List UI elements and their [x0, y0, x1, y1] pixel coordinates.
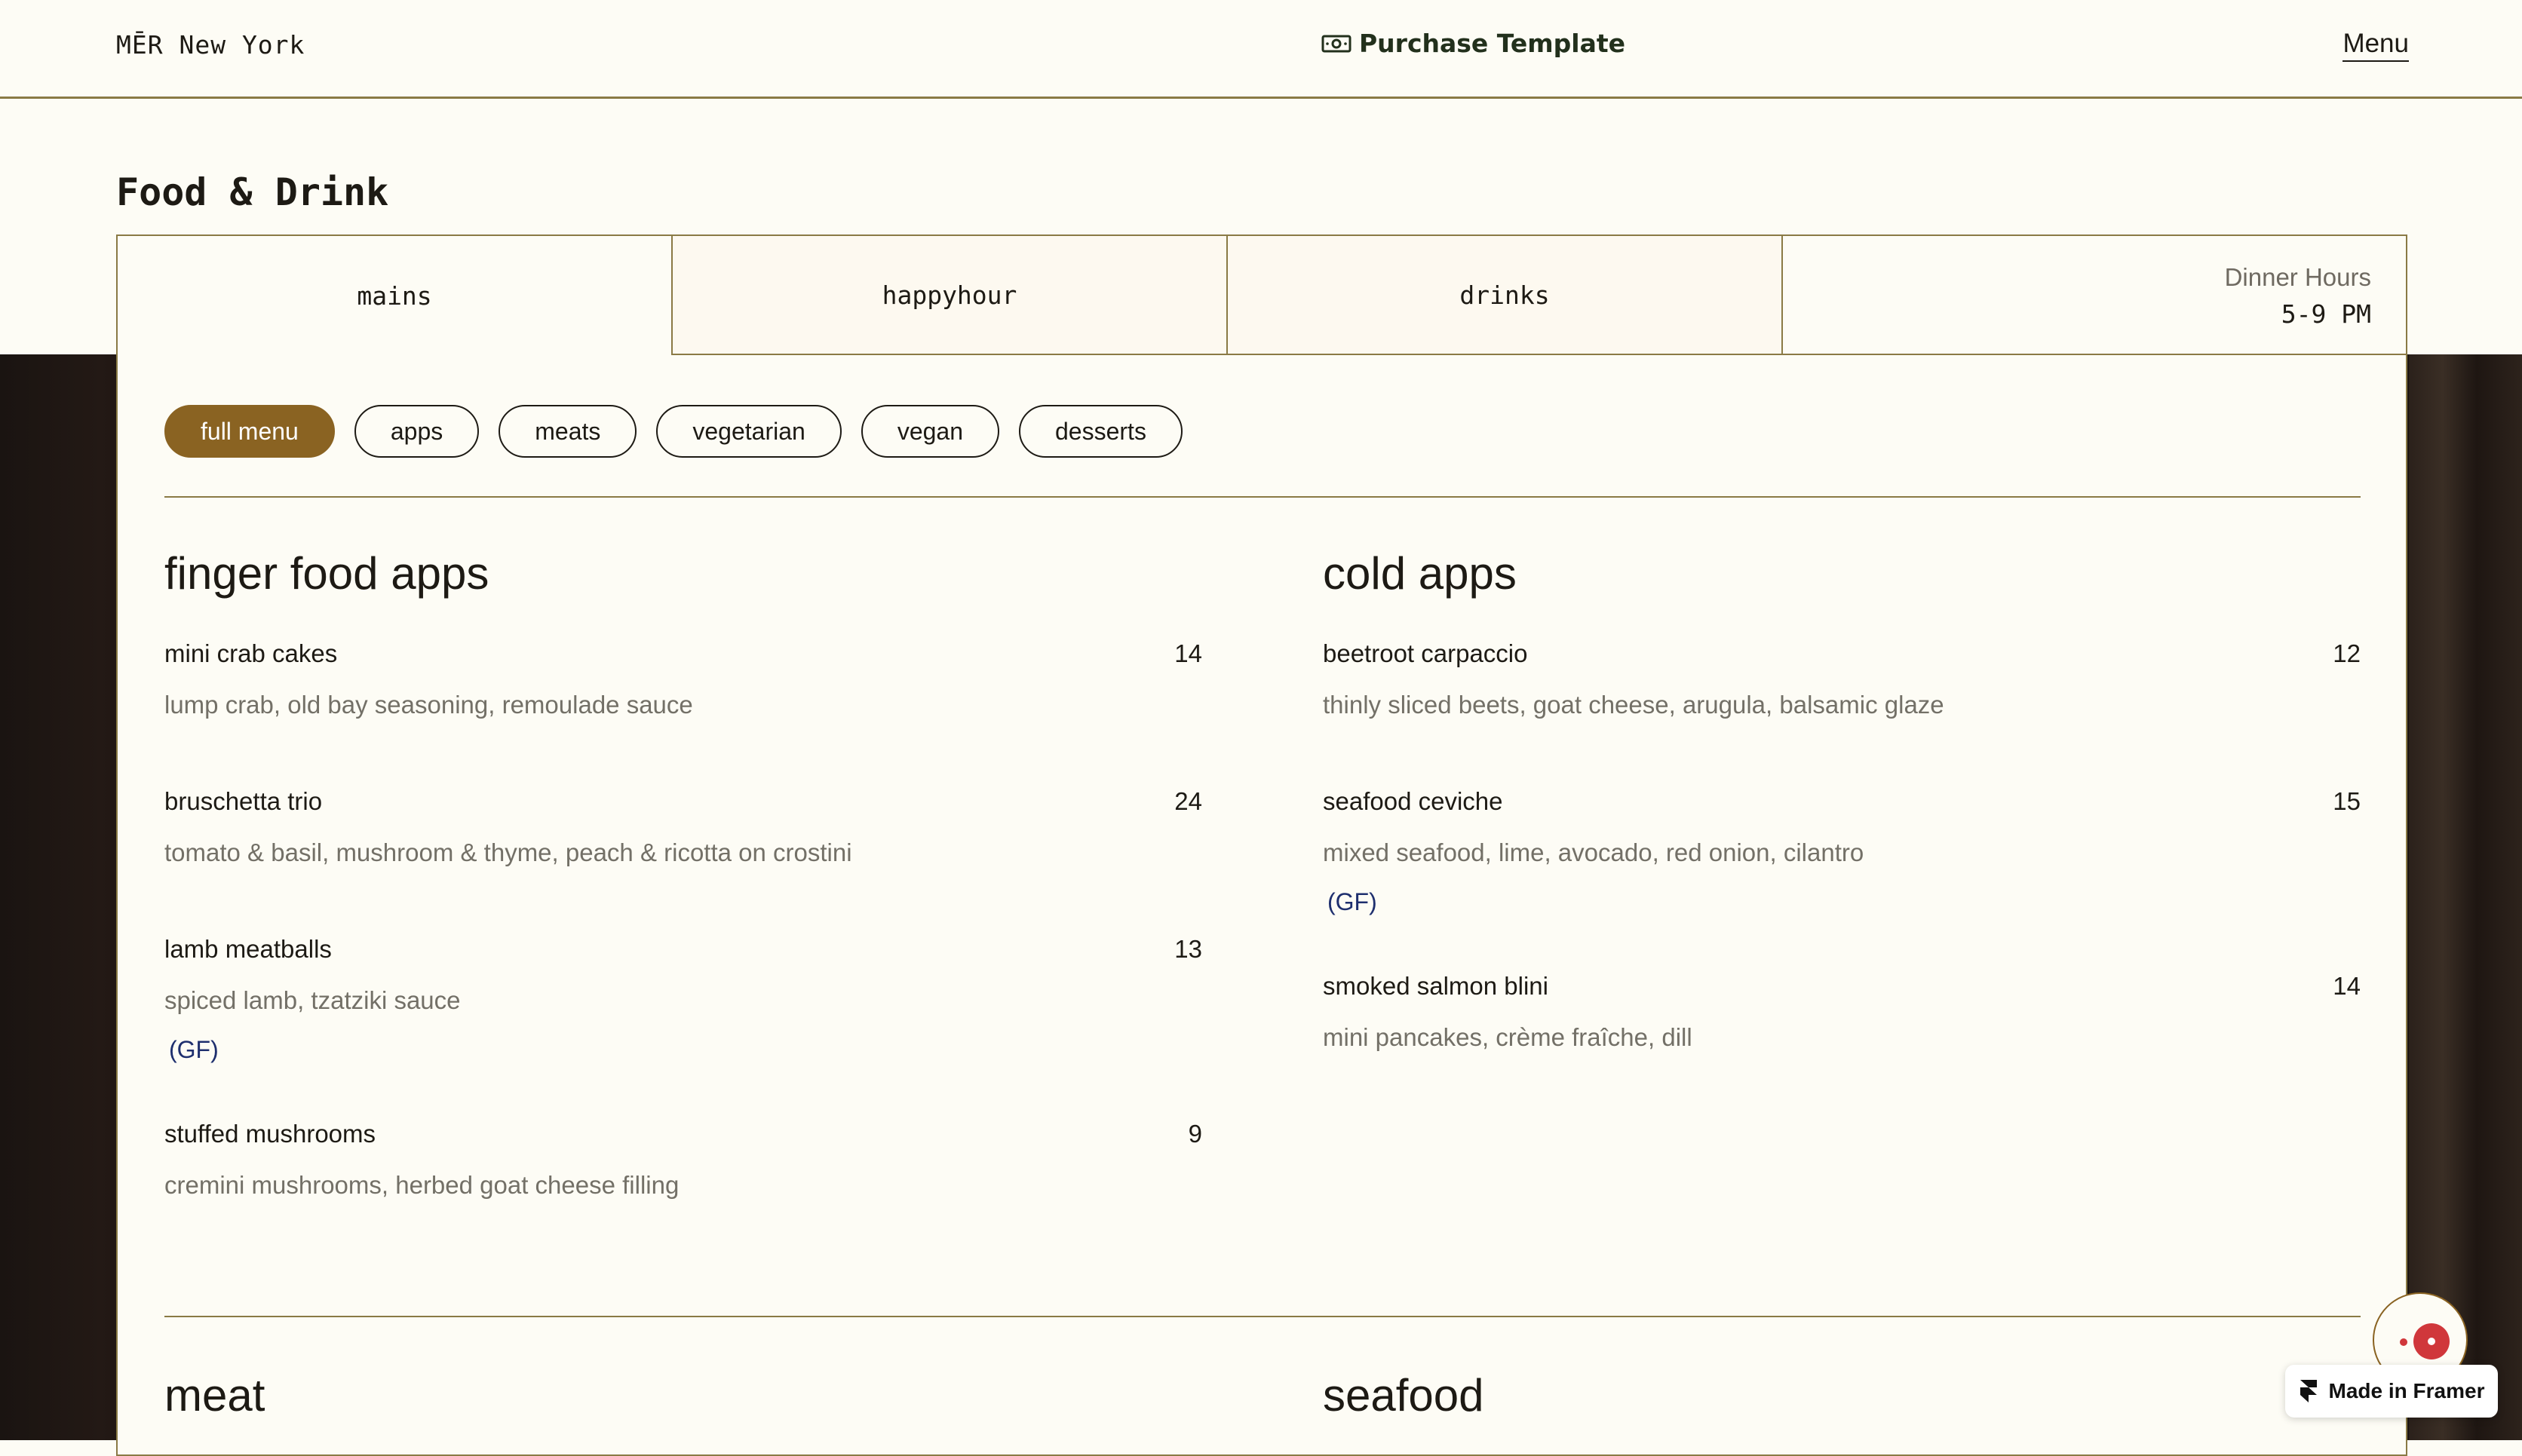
menu-item — [164, 935, 1202, 1064]
item-description: tomato & basil, mushroom & thyme, peach & ricotta on crostini — [164, 838, 852, 866]
item-description: mixed seafood, lime, avocado, red onion, cilantro — [1323, 838, 1864, 866]
dinner-hours — [1783, 236, 2406, 355]
filter-vegan[interactable]: vegan — [861, 405, 999, 458]
item-price: 9 — [1188, 1120, 1202, 1148]
tab-mains[interactable]: mains — [118, 236, 673, 355]
divider — [164, 1316, 2361, 1317]
section-finger-food-apps — [164, 548, 1202, 1230]
item-name: smoked salmon blini — [1323, 972, 1548, 1000]
item-name: bruschetta trio — [164, 787, 323, 815]
category-filters — [164, 405, 1183, 458]
section-meat — [164, 1370, 1202, 1433]
menu-link[interactable]: Menu — [2343, 29, 2409, 62]
section-title: meat — [164, 1370, 265, 1421]
section-cold-apps — [1323, 548, 2361, 1230]
menu-item — [1323, 639, 2361, 719]
menu-item — [164, 1120, 1202, 1200]
menu-tabs — [118, 236, 2406, 355]
menu-item — [164, 787, 1202, 867]
menu-item — [164, 639, 1202, 719]
item-price: 14 — [2333, 972, 2361, 1000]
filter-apps[interactable]: apps — [354, 405, 479, 458]
item-description: spiced lamb, tzatziki sauce — [164, 986, 461, 1014]
item-name: stuffed mushrooms — [164, 1120, 376, 1148]
purchase-template-label: Purchase Template — [1359, 29, 1626, 58]
item-price: 13 — [1174, 935, 1202, 963]
top-bar — [0, 0, 2522, 99]
page-title: Food & Drink — [116, 170, 389, 214]
made-in-framer-badge[interactable] — [2285, 1365, 2498, 1418]
item-name: beetroot carpaccio — [1323, 639, 1528, 667]
item-price: 24 — [1174, 787, 1202, 815]
menu-item — [1323, 972, 2361, 1052]
filter-vegetarian[interactable]: vegetarian — [656, 405, 841, 458]
item-name: mini crab cakes — [164, 639, 338, 667]
filter-desserts[interactable]: desserts — [1019, 405, 1183, 458]
filter-full-menu[interactable]: full menu — [164, 405, 335, 458]
item-price: 15 — [2333, 787, 2361, 815]
item-description: cremini mushrooms, herbed goat cheese filling — [164, 1171, 680, 1199]
item-name: seafood ceviche — [1323, 787, 1503, 815]
item-price: 12 — [2333, 639, 2361, 667]
item-description: thinly sliced beets, goat cheese, arugula, balsamic glaze — [1323, 691, 1944, 719]
item-price: 14 — [1174, 639, 1202, 667]
section-seafood — [1323, 1370, 2361, 1433]
made-in-framer-label: Made in Framer — [2328, 1379, 2485, 1402]
record-dot-icon — [2400, 1338, 2407, 1346]
gluten-free-tag: (GF) — [169, 1036, 219, 1063]
framer-logo-icon — [2299, 1378, 2318, 1404]
section-title: seafood — [1323, 1370, 1484, 1421]
tab-happyhour[interactable]: happyhour — [673, 236, 1228, 355]
brand-logo[interactable]: MĒR New York — [116, 30, 305, 60]
gluten-free-tag: (GF) — [1327, 888, 1377, 915]
divider — [164, 496, 2361, 498]
purchase-template-link[interactable] — [1321, 29, 1625, 58]
dinner-hours-time: 5-9 PM — [2281, 299, 2371, 329]
item-description: lump crab, old bay seasoning, remoulade sauce — [164, 691, 693, 719]
item-description: mini pancakes, crème fraîche, dill — [1323, 1023, 1692, 1051]
dinner-hours-label: Dinner Hours — [2224, 263, 2371, 291]
section-title: finger food apps — [164, 548, 489, 599]
item-name: lamb meatballs — [164, 935, 332, 963]
filter-meats[interactable]: meats — [499, 405, 637, 458]
menu-panel — [116, 234, 2407, 1456]
menu-item — [1323, 787, 2361, 916]
section-title: cold apps — [1323, 548, 1517, 599]
record-icon — [2413, 1323, 2450, 1359]
money-bill-icon — [1321, 34, 1352, 54]
tab-drinks[interactable]: drinks — [1228, 236, 1783, 355]
